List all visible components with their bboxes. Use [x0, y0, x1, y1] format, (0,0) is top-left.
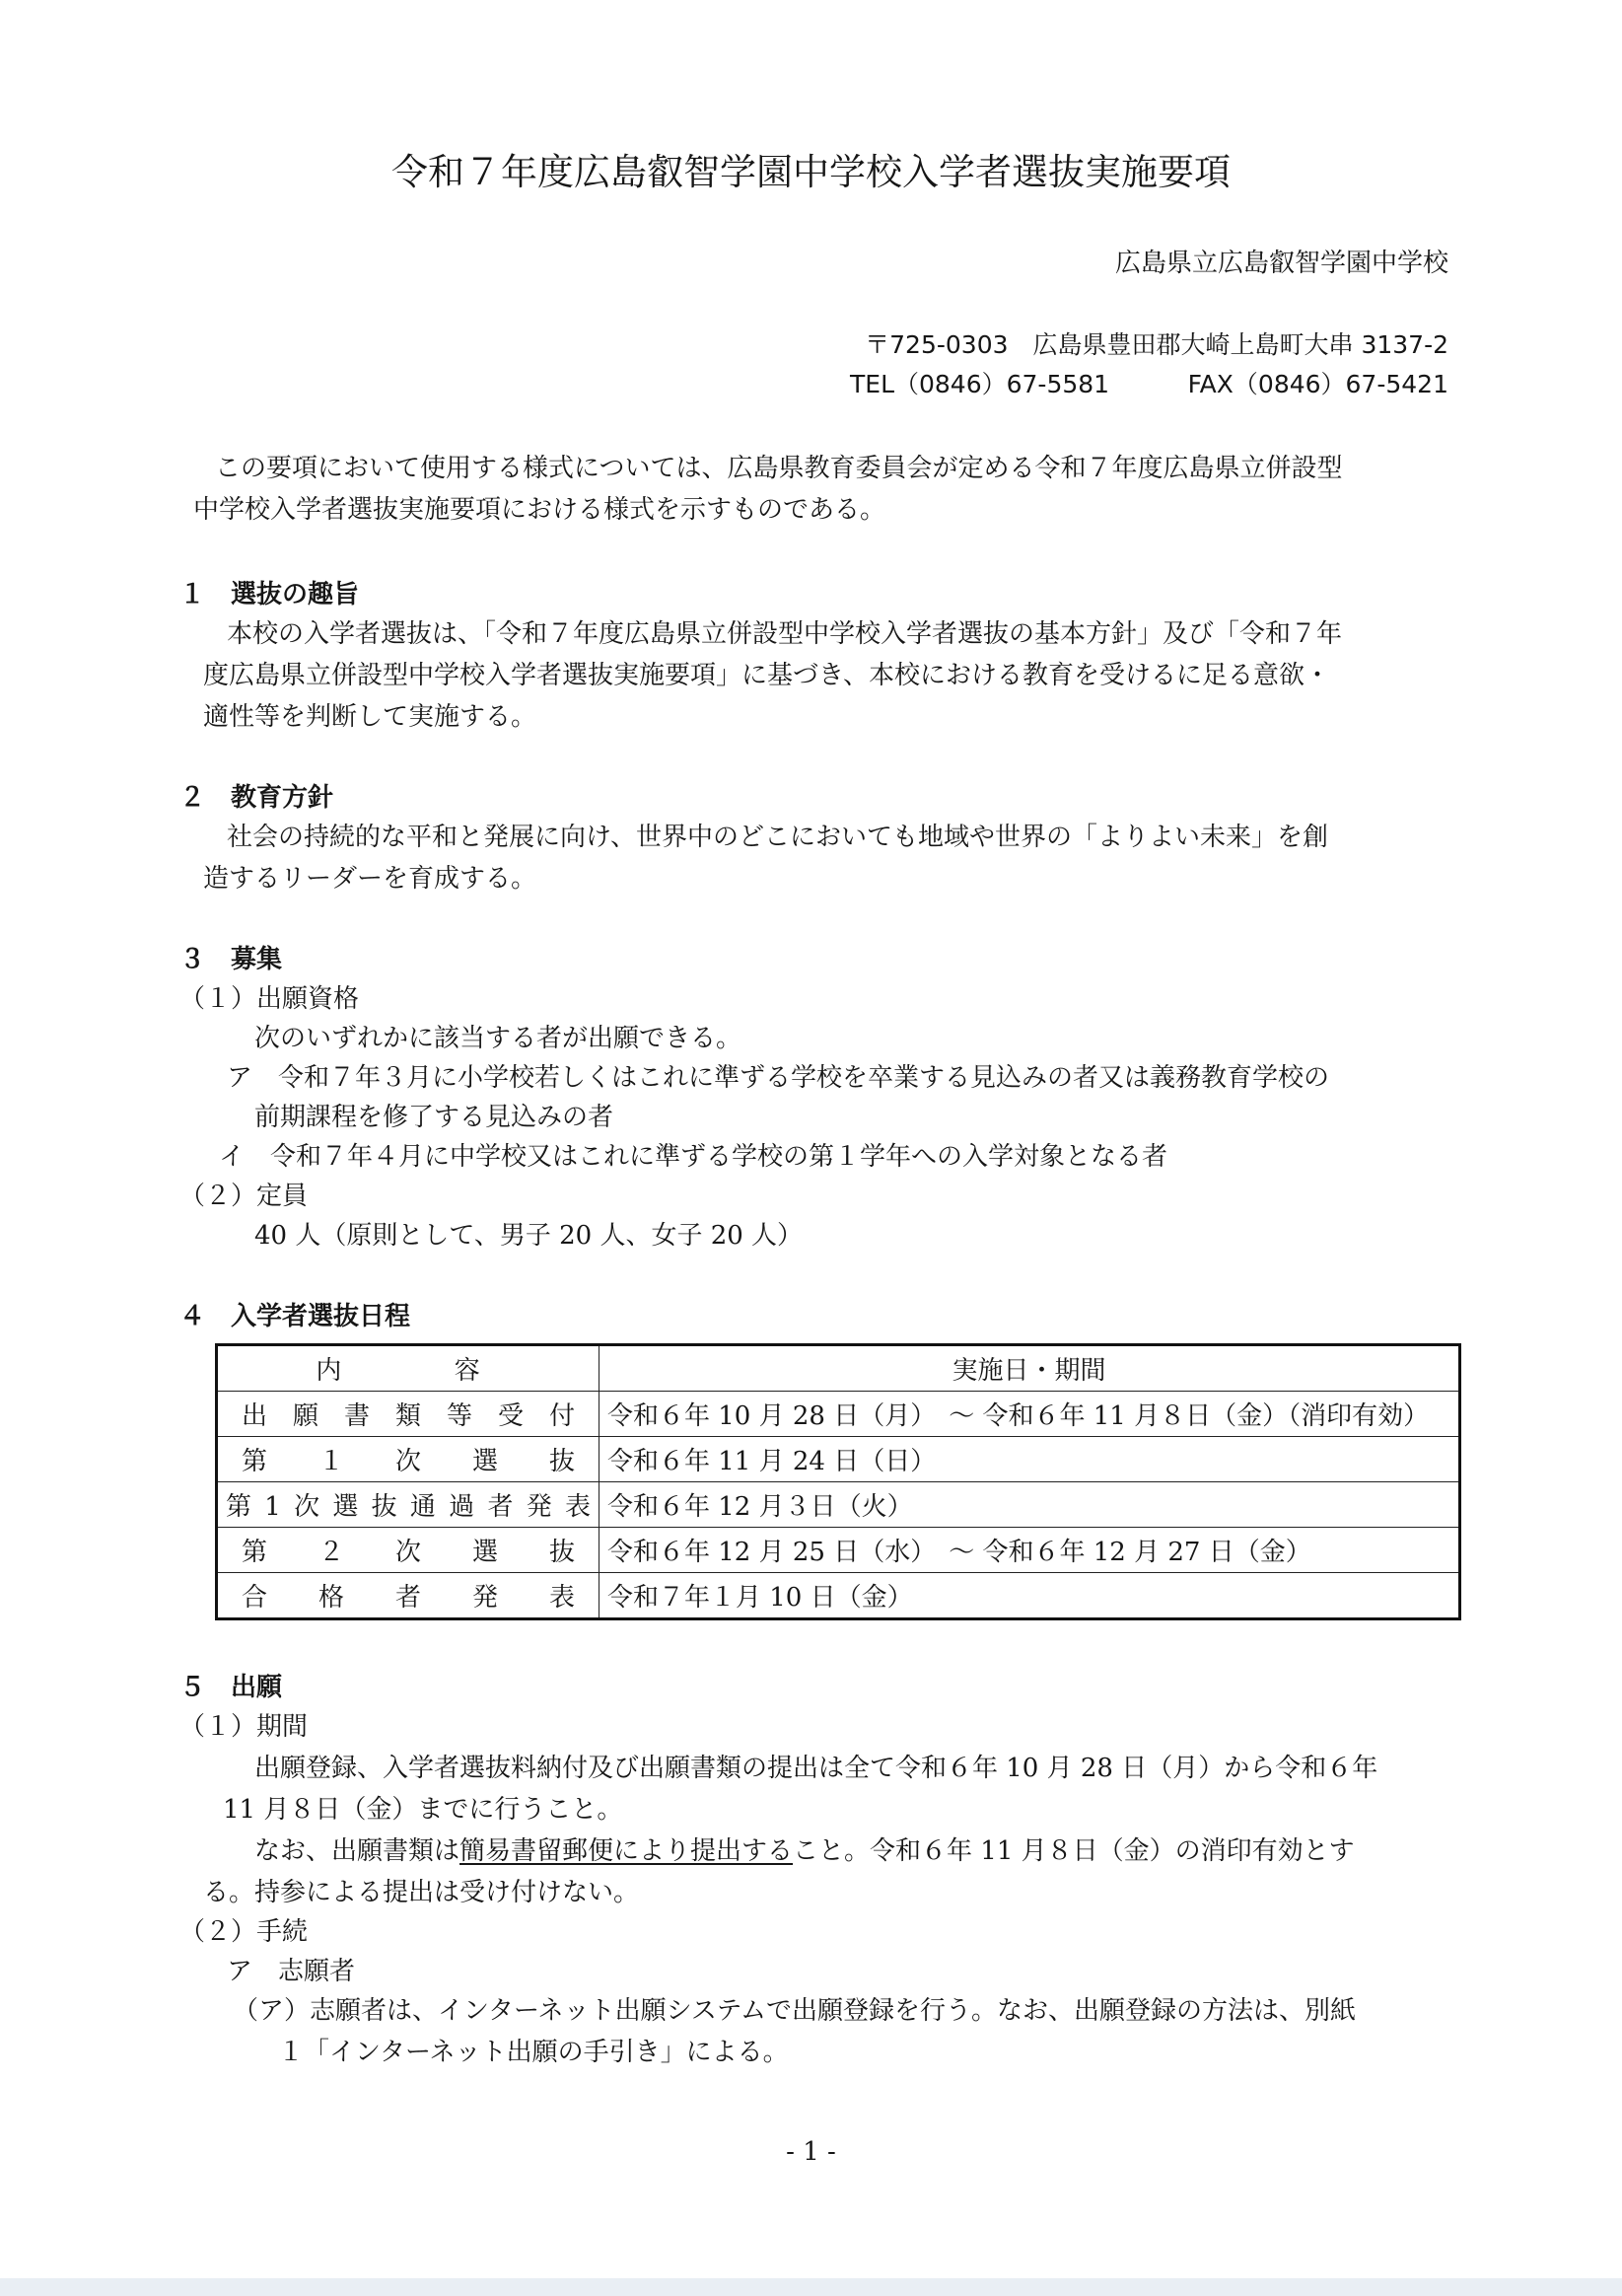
table-cell-date: 令和６年 12 月 25 日（水） ～ 令和６年 12 月 27 日（金） — [599, 1528, 1460, 1573]
section3-heading: ３ 募集 — [179, 945, 283, 974]
section1-heading: １ 選抜の趣旨 — [179, 580, 360, 610]
section5-item-a1-line-1: （ア）志願者は、インターネット出願システムで出願登録を行う。なお、出願登録の方法は、別紙 — [233, 1996, 1357, 2026]
section3-sub1: （１）出願資格 — [179, 984, 360, 1014]
school-fax: FAX（0846）67-5421 — [1187, 370, 1448, 398]
section5-item-a: ア 志願者 — [227, 1957, 356, 1986]
table-row — [217, 1482, 1460, 1528]
school-tel: TEL（0846）67-5581 — [850, 370, 1110, 398]
section3-item-i: イ 令和７年４月に中学校又はこれに準ずる学校の第１学年への入学対象となる者 — [219, 1142, 1168, 1172]
table-cell-date: 令和６年 10 月 28 日（月） ～ 令和６年 11 月８日（金）（消印有効） — [599, 1392, 1460, 1437]
section5-p2-post: こと。令和６年 11 月８日（金）の消印有効とす — [793, 1836, 1355, 1866]
table-cell-item: 出願書類等受付 — [217, 1392, 599, 1437]
section5-p1-line-2: 11 月８日（金）までに行うこと。 — [223, 1795, 623, 1825]
document-title: 令和７年度広島叡智学園中学校入学者選抜実施要項 — [391, 151, 1231, 193]
section3-sub1-lead: 次のいずれかに該当する者が出願できる。 — [254, 1024, 742, 1053]
section4-heading: ４ 入学者選抜日程 — [179, 1302, 411, 1331]
table-cell-item: 合格者発表 — [217, 1573, 599, 1619]
table-cell-item: 第１次選抜 — [217, 1437, 599, 1482]
school-address: 〒725-0303 広島県豊田郡大崎上島町大串 3137-2 — [865, 330, 1448, 359]
section3-sub2: （２）定員 — [179, 1182, 309, 1211]
section3-item-a-1: ア 令和７年３月に小学校若しくはこれに準ずる学校を卒業する見込みの者又は義務教育学校の — [227, 1063, 1330, 1093]
page-number: - 1 - — [786, 2137, 836, 2167]
table-header-row — [217, 1345, 1460, 1392]
schedule-table — [215, 1343, 1461, 1620]
section1-line-3: 適性等を判断して実施する。 — [203, 702, 537, 732]
intro-line-1: この要項において使用する様式については、広島県教育委員会が定める令和７年度広島県立併設型 — [215, 454, 1343, 483]
table-row — [217, 1392, 1460, 1437]
table-row — [217, 1528, 1460, 1573]
school-name: 広島県立広島叡智学園中学校 — [1114, 249, 1448, 278]
section3-capacity: 40 人（原則として、男子 20 人、女子 20 人） — [254, 1221, 804, 1251]
section5-item-a1-line-2: １「インターネット出願の手引き」による。 — [278, 2038, 789, 2067]
intro-line-2: 中学校入学者選抜実施要項における様式を示すものである。 — [193, 495, 886, 525]
section3-item-a-2: 前期課程を修了する見込みの者 — [254, 1103, 614, 1132]
section5-p2-line-2: る。持参による提出は受け付けない。 — [203, 1878, 640, 1907]
section2-line-2: 造するリーダーを育成する。 — [203, 864, 537, 894]
section5-p2-underlined: 簡易書留郵便により提出する — [459, 1836, 794, 1866]
table-row — [217, 1573, 1460, 1619]
table-cell-date: 令和６年 11 月 24 日（日） — [599, 1437, 1460, 1482]
section5-p1-line-1: 出願登録、入学者選抜料納付及び出願書類の提出は全て令和６年 10 月 28 日（月）から令和６年 — [254, 1754, 1378, 1783]
section2-heading: ２ 教育方針 — [179, 783, 334, 813]
section5-p2-pre: なお、出願書類は — [254, 1836, 460, 1866]
table-header-dates: 実施日・期間 — [599, 1345, 1460, 1392]
table-header-content: 内 容 — [217, 1345, 599, 1392]
table-cell-date: 令和７年１月 10 日（金） — [599, 1573, 1460, 1619]
table-cell-item: 第２次選抜 — [217, 1528, 599, 1573]
section1-line-2: 度広島県立併設型中学校入学者選抜実施要項」に基づき、本校における教育を受けるに足る意欲・ — [203, 661, 1330, 690]
table-cell-item: 第1次選抜通過者発表 — [217, 1482, 599, 1528]
section5-sub2: （２）手続 — [179, 1917, 309, 1947]
table-cell-date: 令和６年 12 月３日（火） — [599, 1482, 1460, 1528]
scan-edge — [0, 2278, 1622, 2296]
section5-sub1: （１）期間 — [179, 1712, 309, 1742]
section5-heading: ５ 出願 — [179, 1673, 283, 1702]
section5-p2-line-1 — [254, 1834, 1355, 1868]
section2-line-1: 社会の持続的な平和と発展に向け、世界中のどこにおいても地域や世界の「よりよい未来」を創 — [227, 823, 1328, 852]
table-row — [217, 1437, 1460, 1482]
section1-line-1: 本校の入学者選抜は、「令和７年度広島県立併設型中学校入学者選抜の基本方針」及び「令和７年 — [227, 619, 1343, 649]
